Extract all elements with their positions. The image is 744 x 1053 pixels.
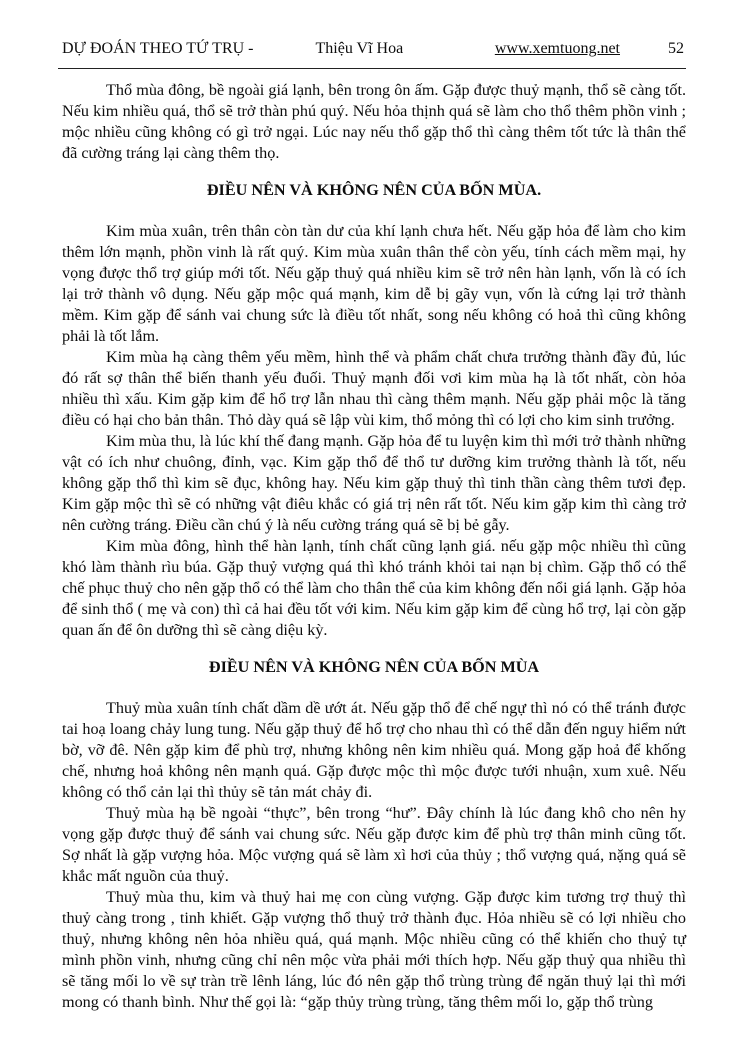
page-number: 52 bbox=[668, 40, 684, 57]
book-title: DỰ ĐOÁN THEO TỨ TRỤ - bbox=[62, 40, 254, 57]
paragraph-thuy-mua-ha: Thuỷ mùa hạ bề ngoài “thực”, bên trong “hư”. Đây chính là lúc đang khô cho nên hy vọng gặp được thuỷ để sánh vai chung sức. Nếu gặp được kim để phù trợ thân minh cũng tốt. Sợ nhất là gặp vượng hỏa. Mộc vượng quá sẽ làm xì hơi của thủy ; thổ vượng quá, nặng quá sẽ khắc mất nguồn của thuỷ. bbox=[62, 804, 686, 885]
paragraph-tho-mua-dong: Thổ mùa đông, bề ngoài giá lạnh, bên trong ôn ấm. Gặp được thuỷ mạnh, thổ sẽ càng tốt. Nếu kim nhiều quá, thổ sẽ trở thàn phú quý. Nếu hỏa thịnh quá sẽ làm cho thổ thêm phồn vinh ; mộc nhiều cũng không có gì trở ngại. Lúc nay nếu thổ gặp thổ thì càng thêm tốt tức là thân thể đã cường tráng lại càng thêm thọ. bbox=[62, 81, 686, 162]
paragraph-thuy-mua-xuan: Thuỷ mùa xuân tính chất dầm dề ướt át. Nếu gặp thổ để chế ngự thì nó có thể tránh được tai hoạ loang chảy lung tung. Nếu gặp thuỷ để hổ trợ cho nhau thì có thể dẫn đến nguy hiểm nứt bờ, vỡ đê. Nên gặp kim để phù trợ, nhưng không nên kim nhiều quá. Mong gặp hoả để khống chế, nhưng hoả không nên mạnh quá. Gặp được mộc thì mộc được tưới nhuận, xum xuê. Nếu không có thổ cản lại thì thủy sẽ tản mát chảy đi. bbox=[62, 699, 686, 801]
author-name: Thiệu Vĩ Hoa bbox=[315, 40, 404, 57]
paragraph-thuy-mua-thu: Thuỷ mùa thu, kim và thuỷ hai mẹ con cùng vượng. Gặp được kim tương trợ thuỷ thì thuỷ càng trong , tinh khiết. Gặp vượng thổ thuỷ trở thành đục. Hỏa nhiều sẽ có lợi nhiều cho thuỷ, nhưng không nên hỏa nhiều quá, quá mạnh. Mộc nhiều cũng có thể khiến cho thuỷ tự mình phồn vinh, nhưng cũng chỉ nên mộc vừa phải mới thích hợp. Nếu gặp thuỷ qua nhiều thì sẽ tăng mối lo về sự tràn trề lênh láng, lúc đó nên gặp thổ trùng trùng để ngăn thuỷ lại thì mới mong có thanh bình. Như thế gọi là: “gặp thủy trùng trùng, tăng thêm mối lo, gặp thổ trùng bbox=[62, 888, 686, 1011]
section-heading-kim: ĐIỀU NÊN VÀ KHÔNG NÊN CỦA BỐN MÙA. bbox=[206, 181, 542, 199]
section-heading-thuy: ĐIỀU NÊN VÀ KHÔNG NÊN CỦA BỐN MÙA bbox=[208, 658, 540, 676]
website-link[interactable]: www.xemtuong.net bbox=[494, 40, 620, 57]
paragraph-kim-mua-xuan: Kim mùa xuân, trên thân còn tàn dư của khí lạnh chưa hết. Nếu gặp hỏa để làm cho kim thêm lớn mạnh, phồn vinh là rất quý. Kim mùa xuân thân thể còn yếu, tính cách mềm mại, hy vọng được thổ trợ giúp mới tốt. Nếu gặp thuỷ quá nhiều kim sẽ trở nên hàn lạnh, vốn là có ích lại trở thành vô dụng. Nếu gặp mộc quá mạnh, kim dễ bị gãy vụn, vốn là cứng lại trở thành mềm. Kim gặp để sánh vai chung sức là điều tốt nhất, song nếu không có hoả thì cũng không phải là tốt lắm. bbox=[62, 222, 686, 345]
page-body bbox=[62, 80, 686, 1013]
header-divider bbox=[58, 68, 686, 69]
paragraph-kim-mua-ha: Kim mùa hạ càng thêm yếu mềm, hình thể và phẩm chất chưa trưởng thành đầy đủ, lúc đó rất sợ thân thể biến thanh yếu đuối. Thuỷ mạnh đối vơi kim mùa hạ là tốt nhất, còn hỏa nhiều thì xấu. Kim gặp kim để hổ trợ lẫn nhau thì càng thêm mạnh. Nếu gặp phải mộc là tăng điều có hại cho bản thân. Thỏ dày quá sẽ lập vùi kim, thổ mỏng thì có lợi cho kim sinh trưởng. bbox=[62, 348, 686, 429]
paragraph-kim-mua-thu: Kim mùa thu, là lúc khí thế đang mạnh. Gặp hỏa để tu luyện kim thì mới trở thành những vật có ích như chuông, đỉnh, vạc. Kim gặp thổ để thổ tư dưỡng kim trưởng thành là tốt, nếu không gặp thổ thì kim sẽ đục, không hay. Nếu kim gặp thuỷ thì tinh thần càng thêm tươi đẹp. Kim gặp mộc thì sẽ có những vật điêu khắc có giá trị nên rất tốt. Nếu kim gặp kim thì càng trở nên cường tráng. Điều cần chú ý là nếu cường tráng quá sẽ bị bẻ gẫy. bbox=[62, 432, 686, 534]
paragraph-kim-mua-dong: Kim mùa đông, hình thể hàn lạnh, tính chất cũng lạnh giá. nếu gặp mộc nhiều thì cũng khó làm thành rìu búa. Gặp thuỷ vượng quá thì khó tránh khỏi tai nạn bị chìm. Gặp thổ có thể chế phục thuỷ cho nên gặp thổ có thể làm cho thân thể của kim không đến nổi giá lạnh. Gặp hỏa để sinh thổ ( mẹ và con) thì cả hai đều tốt với kim. Nếu kim gặp kim để cùng hổ trợ, lại còn gặp quan ấn để ôn dưỡng thì sẽ càng diệu kỳ. bbox=[62, 537, 686, 639]
page-header bbox=[62, 40, 686, 58]
